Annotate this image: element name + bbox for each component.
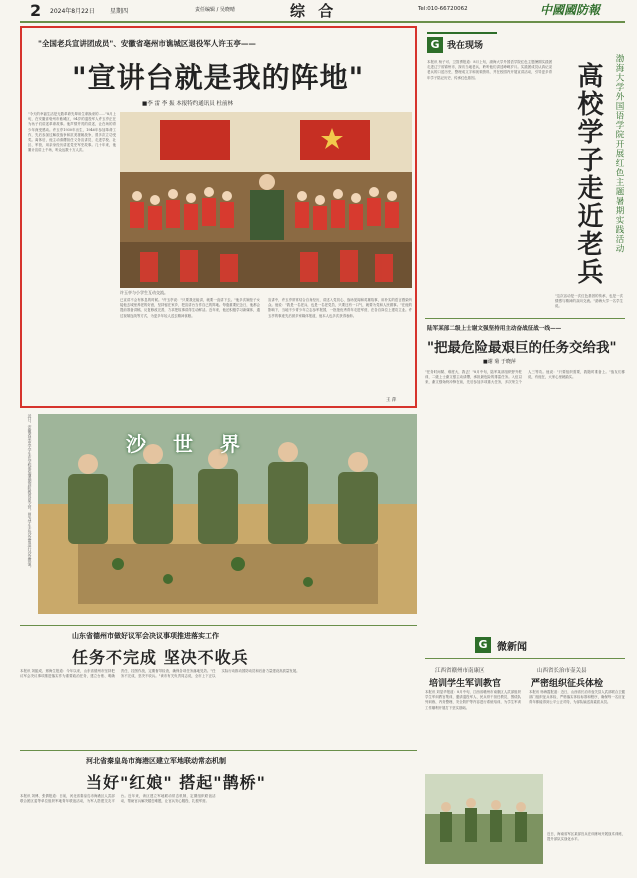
lead-headline: "宣讲台就是我的阵地" <box>72 61 365 94</box>
veteran-figure <box>250 190 284 240</box>
issue-date: 2024年8月22日 <box>50 8 95 15</box>
micro-news-icon: G <box>475 637 491 653</box>
lead-byline: ■李 雷 李 振 本报特约通讯员 杜前林 <box>142 101 233 107</box>
story-qinhuangdao-kicker: 河北省秦皇岛市海港区建立军地联动常态机制 <box>86 756 226 765</box>
micro-news <box>425 632 625 872</box>
micro-news-header <box>475 634 625 656</box>
page-number: 2 <box>30 1 42 20</box>
story-qinhuangdao <box>20 750 417 874</box>
lead-story-box <box>20 26 417 408</box>
story-dezhou-kicker: 山东省德州市做好议军会决议事项推进落实工作 <box>72 631 219 640</box>
micro-news-photo <box>425 774 543 864</box>
sidebar-on-the-scene <box>425 26 625 314</box>
micro-news-rule <box>425 658 625 659</box>
story-xie-wenqiang <box>425 318 625 628</box>
classroom-scene <box>120 112 412 288</box>
responsible-editor: 责任编辑 / 吴晓晴 <box>195 7 235 13</box>
training-scene <box>425 774 543 864</box>
story-xie-rule <box>425 318 625 319</box>
sand-table-caption: 近日，安徽省某中学学生在学校参加暑期国防教育夏令营。图为学生在沙盘前进行沙盘推演。 <box>28 414 33 570</box>
lead-photo <box>120 112 412 288</box>
story-qinhuangdao-headline: 当好"红娘" 搭起"鹊桥" <box>86 773 266 792</box>
section-title: 综 合 <box>290 2 338 20</box>
lead-body-right: 宣讲中，许玉亭常常结合自身经历，讲述入党初心、战场见闻和英雄故事，用朴实的语言感染听众。他说："我是一名老兵，也是一名老党员，只要还有一口气，就要为党和人民做事。"在他的影响下，当地不少青少年立志参军报国，一批批优秀青年走进军营，在各自岗位上建功立业。许玉亭的事迹先后被多家媒体报道，他本人也多次获得表彰。 <box>268 298 412 318</box>
story-dezhou-rule <box>20 625 417 626</box>
sand-table-photo <box>38 414 417 614</box>
masthead-rule <box>20 21 625 23</box>
news-a-body: 本报讯 刘显华报道：8月中旬，江西省赣州市南康区人武部组织学生军训教官集训，邀请退役军人、民兵骨干担任教员，围绕队列训练、内务整理、安全防护等内容进行系统培训，为学生军训工作顺利开展打下坚实基础。 <box>425 690 521 710</box>
story-xie-byline: ■谢 菊 于晓萍 <box>483 359 516 365</box>
sidebar-caption: "这次活动是一次红色基因的传承，也是一次情感与精神的双向交流。"渤海大学一名学生说。 <box>555 294 623 309</box>
newspaper-logo: 中國國防報 <box>540 3 601 17</box>
story-xie-kicker: 陆军某部二级上士谢文强坚持用主动奋战征战一线—— <box>427 326 562 332</box>
story-dezhou-headline: 任务不完成 坚决不收兵 <box>72 648 249 667</box>
phone-number: Tel:010-66720062 <box>418 6 468 12</box>
lead-kicker: "全国老兵宣讲团成员"、安徽省亳州市谯城区退役军人许玉亭—— <box>38 39 256 48</box>
story-xie-headline: "把最危险最艰巨的任务交给我" <box>427 340 617 356</box>
lead-photo-caption: 许玉亭与小学生互动交流。 <box>120 290 168 295</box>
story-qinhuangdao-rule <box>20 750 417 751</box>
lead-credit: 王 萍 <box>386 398 397 403</box>
story-dezhou <box>20 625 417 743</box>
masthead <box>0 0 637 22</box>
news-a-org: 江西省赣州市南康区 <box>435 668 485 674</box>
micro-news-label: 微新闻 <box>497 642 527 653</box>
sidebar-vertical-headline: 高校学子走近老兵 <box>573 62 603 286</box>
micro-news-photo-caption: 近日，海南省军区某部官兵在训练场开展战术训练，提升部队实战化水平。 <box>547 832 625 842</box>
news-b-org: 山西省长治市壶关县 <box>537 668 587 674</box>
sidebar-body: 本报讯 杨子可、卫智勇报道：8月上旬，渤海大学外国语学院红色主题暑期实践团走进辽宁省锦州市，探访当地老兵，聆听他们讲述峥嵘岁月。实践团成员认真记录老兵的口述历史，整理成文字和视频资料，并在校园内开展宣讲活动，引导更多青年学子铭记历史、传承红色基因。 <box>427 60 552 80</box>
story-xie-body: "任务时间紧、难度大，我去！"8月中旬，陆军某部组织野外驻训，二级上士谢文强主动请缨，承担最危险的排雷任务。入伍以来，谢文强始终冲锋在前，先后参加多项重大任务，多次荣立个人三等功。他说："只要组织需要，我随时准备上。"战友们都说，有他在，大家心里就踏实。 <box>425 370 625 385</box>
news-b-title: 严密组织征兵体检 <box>531 679 604 689</box>
news-b-body: 本报讯 杨海霞报道：近日，山西省长治市壶关县人武部联合卫健部门组织征兵体检，严格落实体检标准和程序，确保每一名应征青年都能得到公平公正对待，为部队输送高素质兵员。 <box>529 690 626 705</box>
lead-body-mid: 已宣讲不会有休息的时候。"许玉亭说："只要我还能讲，就要一直讲下去。"他多次婉拒子女接他去城里养老的好意，坚持留在家乡，把宣讲台当作自己的阵地。每逢重要纪念日，他都会提前准备讲稿，反复修改完善，力求把故事讲得生动鲜活。近年来，他还积极学习新媒体，通过视频连线等方式，为更多年轻人送去精神食粮。 <box>120 298 260 318</box>
column-label-box <box>427 32 497 56</box>
story-qinhuangdao-body: 本报讯 刘博、张倩报道：日前，河北省秦皇岛市海港区人武部联合团区委等单位组织军地青年联谊活动，为军人搭建交友平台。近年来，该区建立军地联动常态机制，定期组织联谊活动，帮助官兵解决婚恋难题，让官兵安心服役、扎根军营。 <box>20 794 216 804</box>
issue-weekday: 星期四 <box>110 8 129 15</box>
column-label: 我在现场 <box>447 41 484 51</box>
story-dezhou-body: 本报讯 刘振成、邢海生报道：今年以来，山东省德州市坚持把议军会决议事项推进落实作为重要政治任务，建立台账、明确责任、挂图作战，定期督导检查，确保各项任务落地见效。"任务不完成，坚决不收兵。"该市有关负责同志说，全市上下正以实际行动推动国防动员和后备力量建设高质量发展。 <box>20 669 300 679</box>
sand-table <box>78 544 378 604</box>
lead-body-left: "今天的幸福生活是无数革命先辈用生命换来的……"8月上旬，在安徽省亳州市谯城区，94岁的退役军人许玉亭正在为孩子们讲述革命故事。他声情并茂的讲述，让在场的青少年深受感动。许玉亭1930年出生，1946年参加革命工作，先后参加过解放战争和抗美援朝战争，曾多次立功受奖。离休后，他主动请缨担任义务宣讲员，走进学校、社区、军营，用亲身经历讲述党史军史故事。几十年来，他累计宣讲上千场，听众达数十万人次。 <box>28 112 116 153</box>
sand-world-title: 沙 世 界 <box>126 432 250 456</box>
sidebar-vertical-subtitle: 渤海大学外国语学院开展红色主题暑期实践活动 <box>614 54 624 254</box>
party-flag <box>160 120 230 160</box>
news-a-title: 培训学生军训教官 <box>429 679 502 689</box>
column-icon: G <box>427 37 443 53</box>
